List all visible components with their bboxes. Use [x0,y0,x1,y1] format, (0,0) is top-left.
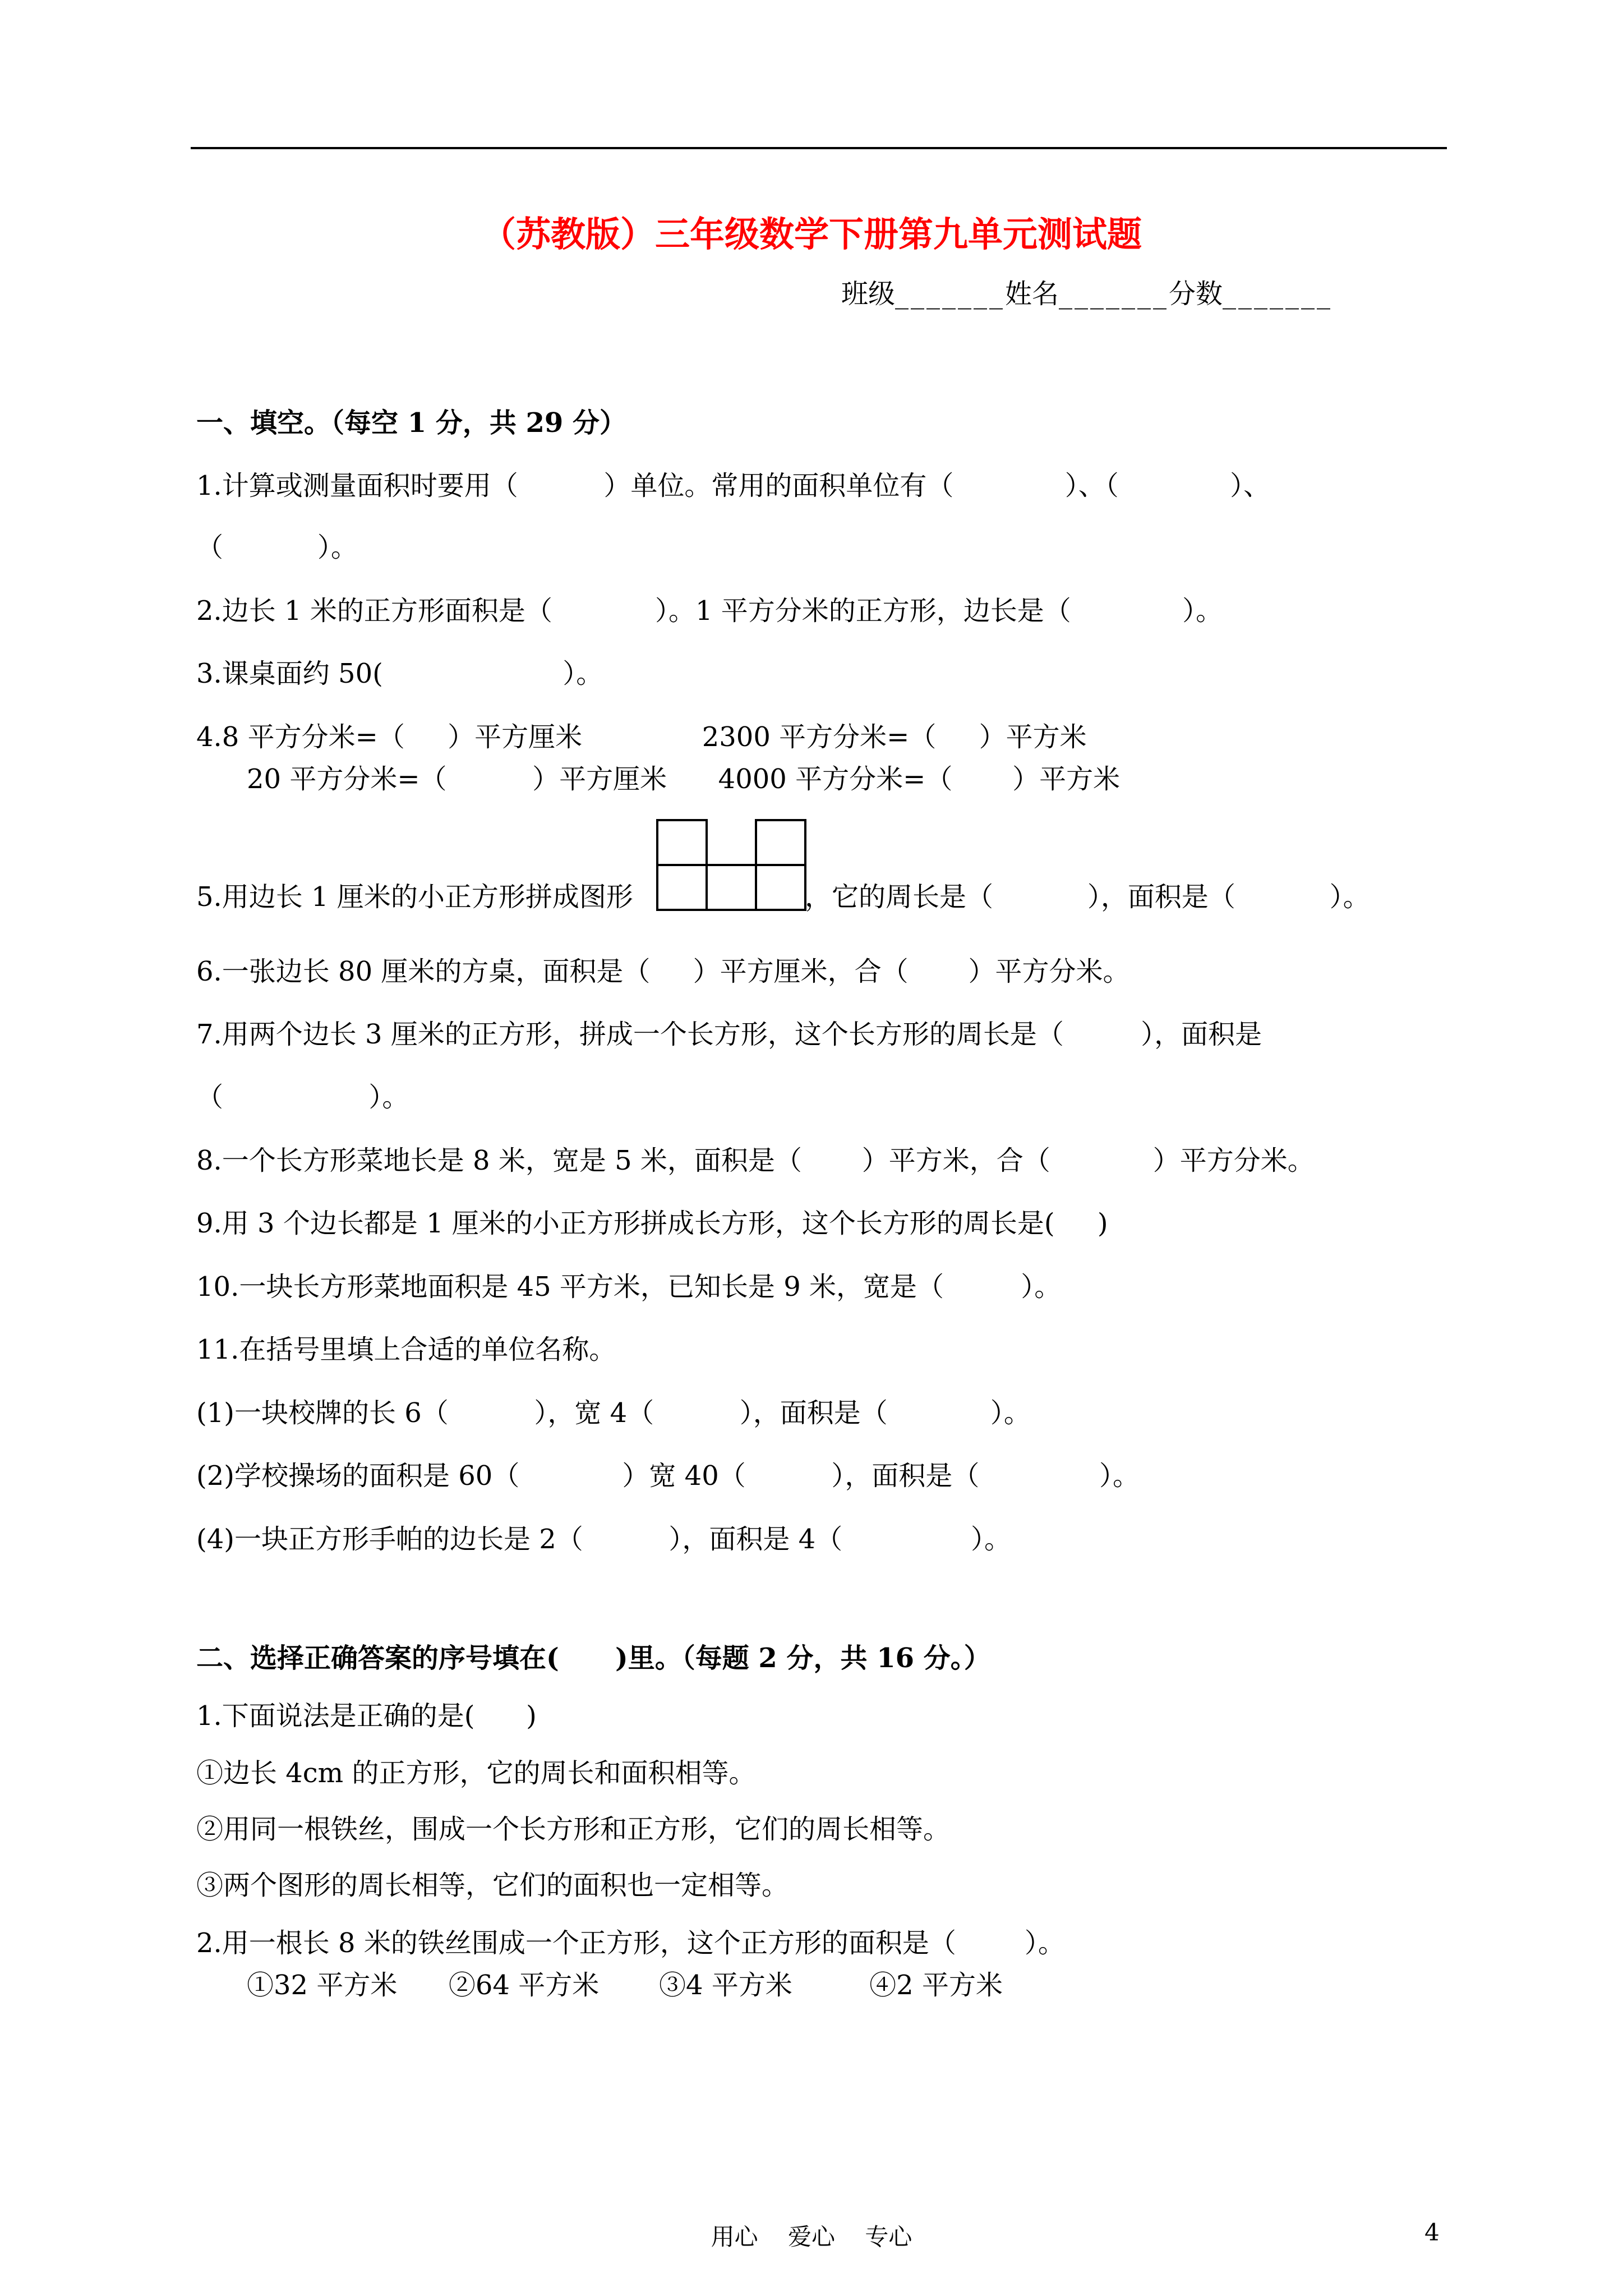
section2-title: 二、选择正确答案的序号填在( )里。（每题 2 分，共 16 分。） [196,1642,991,1674]
question-1-line2: （ ）。 [196,532,358,563]
page-number: 4 [1424,2219,1440,2246]
score-label: 分数 [1169,278,1223,310]
class-blank: _______ [895,278,1006,310]
student-info-line [841,272,1332,311]
grid-cell [755,819,806,866]
question-11: 11.在括号里填上合适的单位名称。 [196,1334,616,1365]
square-grid-figure [656,819,804,911]
question-8: 8.一个长方形菜地长是 8 米，宽是 5 米，面积是（ ）平方米，合（ ）平方分米。 [196,1145,1315,1176]
question-5-prefix: 5.用边长 1 厘米的小正方形拼成图形 [196,881,633,913]
question-11-part2: (2)学校操场的面积是 60（ ）宽 40（ ），面积是（ ）。 [196,1460,1140,1492]
grid-cell [656,819,708,866]
name-blank: _______ [1059,278,1169,310]
question-2: 2.边长 1 米的正方形面积是（ ）。1 平方分米的正方形，边长是（ ）。 [196,595,1223,627]
question-7-line1: 7.用两个边长 3 厘米的正方形，拼成一个长方形，这个长方形的周长是（ ），面积是 [196,1019,1262,1050]
choice-question-2: 2.用一根长 8 米的铁丝围成一个正方形，这个正方形的面积是（ ）。 [196,1927,1065,1959]
question-3: 3.课桌面约 50( ）。 [196,658,603,689]
page-title: （苏教版）三年级数学下册第九单元测试题 [481,214,1142,255]
score-blank: _______ [1223,278,1333,310]
choice-question-1-option1: ①边长 4cm 的正方形，它的周长和面积相等。 [196,1757,756,1789]
question-4-line1: 4.8 平方分米=（ ）平方厘米 2300 平方分米=（ ）平方米 [196,721,1087,753]
question-6: 6.一张边长 80 厘米的方桌，面积是（ ）平方厘米，合（ ）平方分米。 [196,956,1130,987]
class-label: 班级 [841,278,896,310]
question-11-part4: (4)一块正方形手帕的边长是 2（ ），面积是 4（ ）。 [196,1524,1012,1555]
footer-motto: 用心 爱心 专心 [711,2223,912,2251]
question-5-suffix: ，它的周长是（ ），面积是（ ）。 [805,881,1370,913]
grid-cell [755,864,806,911]
question-10: 10.一块长方形菜地面积是 45 平方米，已知长是 9 米，宽是（ ）。 [196,1271,1062,1303]
question-11-part1: (1)一块校牌的长 6（ ），宽 4（ ），面积是（ ）。 [196,1397,1031,1429]
section1-title: 一、填空。（每空 1 分，共 29 分） [196,407,627,439]
question-4-line2: 20 平方分米=（ ）平方厘米 4000 平方分米=（ ）平方米 [247,763,1121,795]
grid-cell [656,864,708,911]
choice-question-1-option2: ②用同一根铁丝，围成一个长方形和正方形，它们的周长相等。 [196,1814,951,1845]
choice-question-2-options: ①32 平方米 ②64 平方米 ③4 平方米 ④2 平方米 [247,1970,1003,2001]
choice-question-1-option3: ③两个图形的周长相等，它们的面积也一定相等。 [196,1870,789,1901]
grid-cell [706,864,757,911]
header-rule [191,147,1447,149]
choice-question-1: 1.下面说法是正确的是( ) [196,1700,537,1732]
question-7-line2: （ ）。 [196,1082,409,1113]
question-9: 9.用 3 个边长都是 1 厘米的小正方形拼成长方形，这个长方形的周长是( ) [196,1208,1108,1239]
question-1-line1: 1.计算或测量面积时要用（ ）单位。常用的面积单位有（ ）、（ ）、 [196,470,1271,501]
name-label: 姓名 [1005,278,1059,310]
